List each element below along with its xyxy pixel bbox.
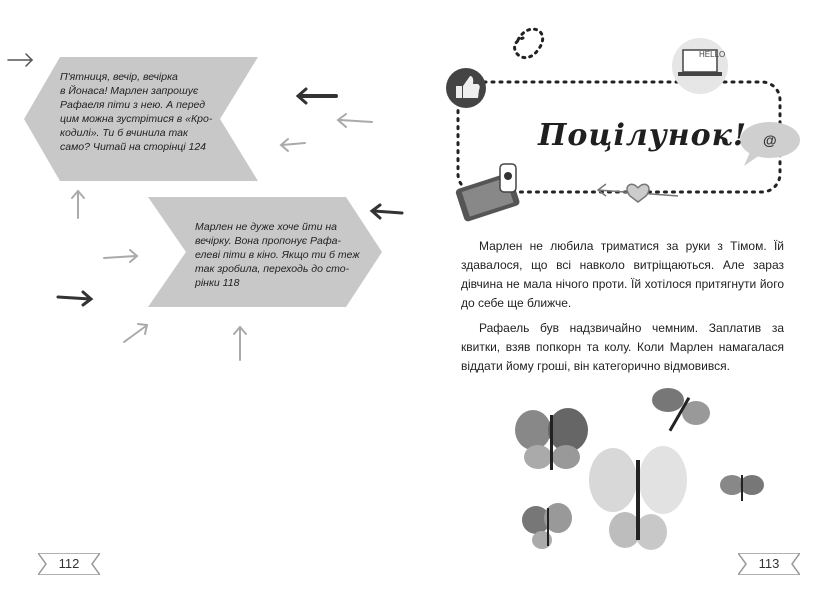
page-number-text: 113 (758, 556, 780, 571)
butterfly-icon (589, 446, 687, 550)
butterfly-icon (522, 503, 572, 549)
chapter-title: Поцілунок! (538, 118, 748, 153)
laptop-screen-text: HELLO (699, 50, 726, 59)
butterflies-illustration (508, 385, 768, 555)
butterfly-icon (652, 388, 710, 431)
choice-1-text: П'ятниця, вечір, вечірка в Йонаса! Марлен запрошує Рафаеля піти з нею. А перед цим можна зустрітися в «Кро- кодилі». Ти б вчинила так само? Читай на сторінці 124 (60, 71, 213, 153)
thumbs-up-icon (446, 68, 486, 108)
laptop-icon (672, 38, 728, 94)
arrow-up-icon (72, 191, 84, 218)
title-frame (418, 0, 836, 230)
arrow-right-icon (104, 250, 137, 262)
right-page (418, 0, 836, 600)
page-number-right (738, 553, 800, 575)
butterfly-icon (515, 408, 588, 470)
arrow-left-icon (281, 139, 305, 151)
arrow-up-icon (234, 327, 246, 360)
page-number-text: 112 (58, 556, 80, 571)
choice-2-text: Марлен не дуже хоче йти на вечірку. Вона пропонує Рафа- елеві піти в кіно. Якщо ти б теж так зробила, переходь до сто- рінки 118 (195, 221, 360, 289)
paragraph: Марлен не любила триматися за руки з Тімом. Їй здавалося, що всі навколо витріщаються. Але зараз дівчина не мала нічого проти. Їй хотілося притягнути його до себе ще ближче. (461, 239, 784, 310)
at-sign-text: @ (763, 132, 777, 148)
paragraph: Рафаель був надзвичайно чемним. Заплатив за квитки, взяв попкорн та колу. Коли Марлен намагалася віддати йому гроші, він категорично відмовився. (461, 321, 784, 373)
arrow-up-right-icon (124, 324, 147, 342)
story-text (461, 237, 784, 382)
usb-stick-icon (500, 164, 516, 192)
butterfly-icon (720, 475, 764, 501)
arrow-left-icon (298, 89, 336, 103)
arrow-left-icon (338, 114, 372, 127)
arrow-right-icon (58, 292, 91, 305)
page-number-left (38, 553, 100, 575)
